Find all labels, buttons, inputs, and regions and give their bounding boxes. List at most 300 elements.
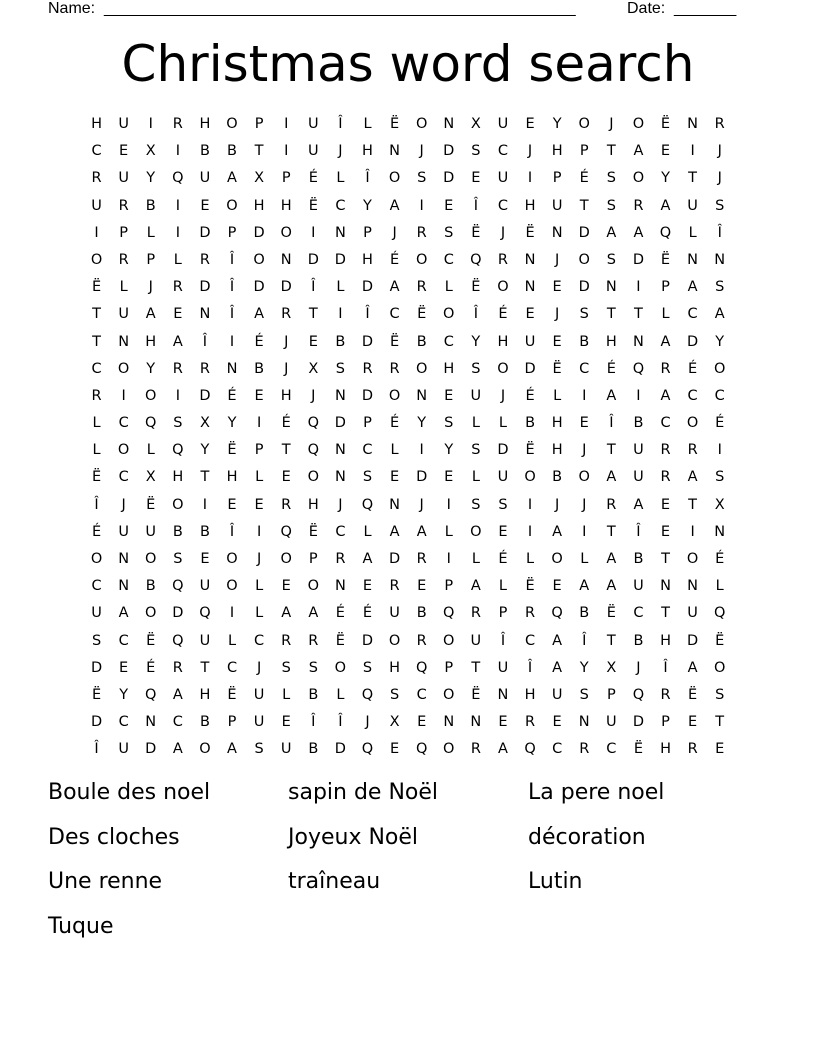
grid-letter[interactable]: O: [443, 306, 455, 323]
grid-letter[interactable]: P: [363, 415, 372, 432]
grid-letter[interactable]: R: [281, 632, 292, 649]
grid-letter[interactable]: Q: [172, 170, 184, 187]
grid-letter[interactable]: A: [660, 333, 671, 350]
grid-letter[interactable]: H: [91, 116, 102, 132]
grid-letter[interactable]: Î: [473, 306, 478, 323]
grid-letter[interactable]: O: [307, 469, 319, 486]
grid-letter[interactable]: R: [416, 551, 427, 567]
grid-letter[interactable]: H: [524, 686, 536, 703]
grid-letter[interactable]: R: [497, 251, 508, 268]
grid-letter[interactable]: E: [552, 578, 562, 595]
grid-letter[interactable]: S: [335, 360, 345, 377]
grid-letter[interactable]: I: [419, 197, 424, 214]
grid-letter[interactable]: T: [715, 714, 725, 731]
grid-letter[interactable]: I: [148, 116, 153, 132]
grid-letter[interactable]: J: [717, 170, 722, 187]
grid-letter[interactable]: P: [661, 714, 670, 731]
grid-letter[interactable]: H: [199, 686, 211, 703]
grid-letter[interactable]: J: [311, 387, 316, 404]
grid-letter[interactable]: D: [361, 632, 374, 649]
grid-letter[interactable]: Q: [361, 741, 374, 758]
grid-letter[interactable]: I: [446, 496, 451, 513]
grid-letter[interactable]: Î: [202, 333, 208, 350]
grid-letter[interactable]: U: [118, 170, 129, 187]
grid-letter[interactable]: Ë: [471, 224, 481, 241]
grid-letter[interactable]: B: [633, 415, 644, 432]
grid-letter[interactable]: L: [255, 605, 264, 622]
grid-letter[interactable]: Q: [659, 224, 672, 241]
grid-letter[interactable]: R: [660, 469, 671, 486]
grid-letter[interactable]: É: [362, 605, 373, 622]
grid-letter[interactable]: I: [229, 333, 235, 350]
grid-letter[interactable]: C: [91, 143, 102, 160]
grid-letter[interactable]: R: [91, 387, 102, 404]
grid-letter[interactable]: S: [308, 659, 318, 676]
grid-letter[interactable]: L: [661, 306, 670, 323]
grid-letter[interactable]: D: [90, 714, 103, 731]
grid-letter[interactable]: S: [715, 279, 725, 296]
grid-letter[interactable]: N: [389, 143, 400, 160]
grid-letter[interactable]: T: [606, 143, 616, 160]
grid-letter[interactable]: N: [551, 224, 563, 241]
grid-letter[interactable]: U: [253, 714, 265, 731]
grid-letter[interactable]: H: [145, 333, 157, 350]
grid-letter[interactable]: Y: [146, 170, 156, 187]
grid-letter[interactable]: T: [254, 143, 264, 160]
grid-letter[interactable]: X: [145, 143, 156, 160]
grid-letter[interactable]: O: [443, 741, 455, 758]
grid-letter[interactable]: I: [527, 170, 533, 187]
grid-letter[interactable]: O: [497, 360, 509, 377]
grid-letter[interactable]: S: [579, 686, 589, 703]
grid-letter[interactable]: T: [688, 170, 698, 187]
grid-letter[interactable]: I: [311, 224, 316, 241]
grid-letter[interactable]: Q: [172, 442, 184, 459]
grid-letter[interactable]: É: [606, 360, 616, 377]
grid-letter[interactable]: A: [606, 551, 617, 567]
grid-letter[interactable]: E: [498, 523, 508, 540]
grid-letter[interactable]: I: [582, 387, 587, 404]
grid-letter[interactable]: N: [687, 251, 699, 268]
grid-letter[interactable]: C: [579, 360, 590, 377]
grid-letter[interactable]: E: [227, 496, 237, 513]
grid-letter[interactable]: Q: [172, 632, 184, 649]
grid-letter[interactable]: Î: [365, 170, 370, 187]
grid-letter[interactable]: É: [308, 170, 318, 187]
grid-letter[interactable]: Ë: [552, 360, 562, 377]
grid-letter[interactable]: P: [579, 143, 589, 160]
grid-letter[interactable]: I: [94, 224, 99, 241]
grid-letter[interactable]: P: [227, 714, 237, 731]
grid-letter[interactable]: E: [281, 578, 291, 595]
grid-letter[interactable]: E: [389, 741, 400, 758]
grid-letter[interactable]: O: [334, 659, 347, 676]
grid-letter[interactable]: U: [199, 632, 211, 649]
grid-letter[interactable]: R: [525, 605, 536, 622]
grid-letter[interactable]: H: [307, 496, 319, 513]
grid-letter[interactable]: H: [524, 197, 536, 214]
grid-letter[interactable]: B: [416, 333, 427, 350]
grid-letter[interactable]: I: [256, 523, 262, 540]
grid-letter[interactable]: O: [388, 387, 401, 404]
grid-letter[interactable]: É: [227, 387, 237, 404]
grid-letter[interactable]: C: [91, 360, 102, 377]
grid-letter[interactable]: O: [90, 551, 103, 567]
grid-letter[interactable]: I: [690, 143, 695, 160]
grid-letter[interactable]: B: [199, 714, 210, 731]
grid-letter[interactable]: E: [281, 714, 291, 731]
grid-letter[interactable]: D: [334, 741, 346, 758]
grid-letter[interactable]: Î: [338, 714, 343, 731]
grid-letter[interactable]: Q: [145, 415, 157, 432]
grid-letter[interactable]: S: [471, 360, 481, 377]
grid-letter[interactable]: C: [91, 578, 102, 595]
grid-letter[interactable]: É: [715, 551, 725, 567]
grid-letter[interactable]: D: [253, 224, 265, 241]
grid-letter[interactable]: N: [687, 578, 699, 595]
grid-letter[interactable]: E: [688, 714, 698, 731]
grid-letter[interactable]: O: [226, 197, 238, 214]
grid-letter[interactable]: A: [172, 333, 183, 350]
grid-letter[interactable]: L: [526, 551, 535, 567]
grid-letter[interactable]: O: [443, 632, 455, 649]
grid-letter[interactable]: L: [336, 279, 345, 296]
grid-letter[interactable]: D: [334, 415, 346, 432]
grid-letter[interactable]: B: [199, 143, 210, 160]
grid-letter[interactable]: C: [552, 741, 563, 758]
grid-letter[interactable]: C: [226, 659, 238, 676]
grid-letter[interactable]: Y: [417, 415, 427, 432]
grid-letter[interactable]: U: [687, 197, 698, 214]
grid-letter[interactable]: C: [362, 442, 373, 459]
grid-letter[interactable]: B: [308, 686, 319, 703]
grid-letter[interactable]: P: [146, 251, 156, 268]
grid-letter[interactable]: N: [389, 496, 400, 513]
grid-letter[interactable]: U: [199, 170, 211, 187]
grid-letter[interactable]: O: [388, 632, 401, 649]
grid-letter[interactable]: N: [334, 578, 346, 595]
grid-letter[interactable]: C: [443, 333, 454, 350]
grid-letter[interactable]: L: [255, 469, 264, 486]
grid-letter[interactable]: D: [145, 741, 157, 758]
grid-letter[interactable]: H: [551, 442, 563, 459]
grid-letter[interactable]: U: [118, 523, 129, 540]
grid-letter[interactable]: O: [524, 469, 536, 486]
grid-letter[interactable]: I: [338, 306, 343, 323]
grid-letter[interactable]: T: [606, 523, 616, 540]
grid-letter[interactable]: D: [199, 279, 211, 296]
grid-letter[interactable]: Ë: [91, 469, 102, 486]
grid-letter[interactable]: Î: [229, 306, 235, 323]
grid-letter[interactable]: R: [687, 442, 698, 459]
grid-letter[interactable]: Q: [443, 605, 455, 622]
grid-letter[interactable]: B: [227, 143, 237, 160]
grid-letter[interactable]: O: [117, 442, 130, 459]
grid-letter[interactable]: P: [254, 442, 264, 459]
grid-letter[interactable]: B: [335, 333, 346, 350]
grid-letter[interactable]: C: [118, 469, 129, 486]
grid-letter[interactable]: S: [715, 197, 725, 214]
grid-letter[interactable]: Ë: [471, 279, 481, 296]
grid-letter[interactable]: Q: [470, 251, 482, 268]
grid-letter[interactable]: U: [389, 605, 400, 622]
grid-letter[interactable]: I: [446, 551, 451, 567]
grid-letter[interactable]: Ë: [606, 605, 616, 622]
grid-letter[interactable]: É: [715, 415, 725, 432]
grid-letter[interactable]: A: [687, 279, 698, 296]
grid-letter[interactable]: H: [551, 415, 563, 432]
grid-letter[interactable]: S: [254, 741, 264, 758]
grid-letter[interactable]: L: [444, 523, 453, 540]
grid-letter[interactable]: E: [552, 279, 562, 296]
grid-letter[interactable]: N: [632, 333, 644, 350]
grid-letter[interactable]: R: [308, 632, 319, 649]
grid-letter[interactable]: D: [578, 224, 590, 241]
grid-letter[interactable]: O: [172, 496, 184, 513]
grid-letter[interactable]: H: [280, 197, 292, 214]
grid-letter[interactable]: L: [498, 578, 507, 595]
grid-letter[interactable]: N: [660, 578, 671, 595]
grid-letter[interactable]: N: [199, 306, 211, 323]
grid-letter[interactable]: E: [444, 469, 454, 486]
grid-letter[interactable]: I: [175, 224, 180, 241]
grid-letter[interactable]: Q: [199, 605, 211, 622]
grid-letter[interactable]: P: [254, 116, 264, 132]
grid-letter[interactable]: O: [578, 116, 590, 132]
grid-letter[interactable]: Î: [338, 116, 343, 132]
grid-letter[interactable]: A: [687, 659, 698, 676]
grid-letter[interactable]: A: [552, 523, 563, 540]
grid-letter[interactable]: E: [525, 116, 535, 132]
grid-letter[interactable]: U: [551, 197, 563, 214]
grid-letter[interactable]: E: [715, 741, 725, 758]
grid-letter[interactable]: C: [335, 197, 346, 214]
grid-letter[interactable]: A: [606, 224, 617, 241]
grid-letter[interactable]: O: [226, 116, 238, 132]
grid-letter[interactable]: I: [175, 143, 180, 160]
grid-letter[interactable]: L: [92, 442, 101, 459]
grid-letter[interactable]: U: [687, 605, 698, 622]
grid-letter[interactable]: U: [145, 523, 157, 540]
grid-letter[interactable]: A: [552, 659, 563, 676]
grid-letter[interactable]: E: [389, 469, 400, 486]
grid-letter[interactable]: Î: [473, 197, 478, 214]
grid-letter[interactable]: R: [687, 741, 698, 758]
grid-letter[interactable]: Y: [200, 442, 210, 459]
grid-letter[interactable]: L: [498, 415, 507, 432]
grid-letter[interactable]: E: [525, 306, 535, 323]
grid-letter[interactable]: H: [443, 360, 455, 377]
grid-letter[interactable]: J: [392, 224, 397, 241]
grid-letter[interactable]: T: [606, 442, 616, 459]
grid-letter[interactable]: O: [145, 387, 157, 404]
grid-letter[interactable]: P: [606, 686, 616, 703]
grid-letter[interactable]: O: [578, 469, 590, 486]
grid-letter[interactable]: R: [389, 360, 400, 377]
grid-letter[interactable]: D: [524, 360, 536, 377]
grid-letter[interactable]: P: [363, 224, 372, 241]
grid-letter[interactable]: A: [687, 469, 698, 486]
grid-letter[interactable]: Î: [663, 659, 668, 676]
grid-letter[interactable]: S: [579, 306, 589, 323]
grid-letter[interactable]: E: [417, 714, 427, 731]
grid-letter[interactable]: J: [527, 143, 533, 160]
grid-letter[interactable]: P: [661, 279, 670, 296]
grid-letter[interactable]: C: [118, 714, 129, 731]
grid-letter[interactable]: Q: [172, 578, 184, 595]
grid-letter[interactable]: Ë: [335, 632, 345, 649]
grid-letter[interactable]: A: [633, 496, 644, 513]
grid-letter[interactable]: A: [362, 551, 373, 567]
grid-letter[interactable]: S: [362, 469, 373, 486]
grid-letter[interactable]: S: [606, 251, 616, 268]
grid-letter[interactable]: T: [606, 306, 616, 323]
grid-letter[interactable]: Î: [94, 496, 99, 513]
grid-letter[interactable]: L: [580, 551, 589, 567]
grid-letter[interactable]: H: [362, 143, 373, 160]
grid-letter[interactable]: U: [118, 306, 129, 323]
grid-letter[interactable]: D: [334, 251, 346, 268]
grid-letter[interactable]: Y: [661, 170, 670, 187]
grid-letter[interactable]: Y: [444, 442, 454, 459]
grid-letter[interactable]: Q: [632, 360, 645, 377]
grid-letter[interactable]: N: [524, 251, 536, 268]
grid-letter[interactable]: D: [632, 251, 644, 268]
grid-letter[interactable]: Î: [229, 279, 235, 296]
grid-letter[interactable]: E: [552, 714, 562, 731]
grid-letter[interactable]: Ë: [660, 251, 671, 268]
grid-letter[interactable]: C: [497, 197, 509, 214]
grid-letter[interactable]: A: [606, 469, 617, 486]
grid-letter[interactable]: T: [661, 605, 670, 622]
grid-letter[interactable]: Q: [713, 605, 726, 622]
grid-letter[interactable]: J: [582, 496, 587, 513]
grid-letter[interactable]: A: [389, 197, 400, 214]
grid-letter[interactable]: N: [687, 116, 699, 132]
grid-letter[interactable]: Y: [227, 415, 237, 432]
grid-letter[interactable]: N: [145, 714, 157, 731]
grid-letter[interactable]: O: [280, 224, 292, 241]
grid-letter[interactable]: R: [199, 251, 210, 268]
grid-letter[interactable]: T: [688, 496, 698, 513]
grid-letter[interactable]: O: [497, 279, 509, 296]
grid-letter[interactable]: C: [524, 632, 536, 649]
grid-letter[interactable]: E: [444, 197, 454, 214]
grid-letter[interactable]: R: [199, 360, 210, 377]
grid-letter[interactable]: A: [389, 279, 400, 296]
grid-letter[interactable]: P: [281, 170, 291, 187]
grid-letter[interactable]: H: [226, 469, 238, 486]
grid-letter[interactable]: I: [582, 523, 587, 540]
grid-letter[interactable]: L: [146, 442, 155, 459]
grid-letter[interactable]: Y: [146, 360, 156, 377]
grid-letter[interactable]: O: [90, 251, 103, 268]
grid-letter[interactable]: R: [416, 224, 427, 241]
grid-letter[interactable]: S: [362, 659, 373, 676]
grid-letter[interactable]: O: [415, 251, 428, 268]
grid-letter[interactable]: D: [199, 387, 211, 404]
grid-letter[interactable]: J: [256, 659, 262, 676]
grid-letter[interactable]: I: [527, 496, 533, 513]
grid-letter[interactable]: C: [687, 387, 698, 404]
grid-letter[interactable]: J: [609, 116, 614, 132]
grid-letter[interactable]: O: [443, 686, 455, 703]
grid-letter[interactable]: T: [92, 333, 101, 350]
grid-letter[interactable]: C: [254, 632, 265, 649]
grid-letter[interactable]: H: [389, 659, 401, 676]
grid-letter[interactable]: B: [254, 360, 265, 377]
grid-letter[interactable]: U: [633, 469, 644, 486]
grid-letter[interactable]: I: [717, 442, 722, 459]
grid-letter[interactable]: N: [524, 279, 536, 296]
grid-letter[interactable]: S: [444, 415, 454, 432]
grid-letter[interactable]: R: [281, 306, 292, 323]
grid-letter[interactable]: Q: [361, 686, 374, 703]
grid-letter[interactable]: J: [555, 306, 560, 323]
grid-letter[interactable]: J: [636, 659, 641, 676]
grid-letter[interactable]: I: [256, 415, 262, 432]
grid-letter[interactable]: P: [227, 224, 237, 241]
grid-letter[interactable]: X: [470, 116, 481, 132]
grid-letter[interactable]: N: [443, 714, 455, 731]
grid-letter[interactable]: J: [338, 496, 343, 513]
grid-letter[interactable]: L: [471, 415, 480, 432]
grid-letter[interactable]: É: [498, 306, 508, 323]
grid-letter[interactable]: L: [336, 170, 345, 187]
grid-letter[interactable]: H: [660, 741, 671, 758]
grid-letter[interactable]: B: [145, 197, 156, 214]
grid-letter[interactable]: D: [632, 714, 644, 731]
grid-letter[interactable]: A: [660, 387, 671, 404]
grid-letter[interactable]: R: [172, 659, 183, 676]
grid-letter[interactable]: Î: [609, 415, 614, 432]
grid-letter[interactable]: S: [471, 442, 481, 459]
grid-letter[interactable]: J: [500, 224, 506, 241]
grid-letter[interactable]: Ë: [715, 632, 725, 649]
grid-letter[interactable]: O: [307, 578, 319, 595]
grid-letter[interactable]: R: [281, 496, 292, 513]
grid-letter[interactable]: O: [415, 360, 428, 377]
grid-letter[interactable]: E: [498, 714, 508, 731]
grid-letter[interactable]: Ë: [417, 306, 427, 323]
grid-letter[interactable]: É: [389, 251, 400, 268]
grid-letter[interactable]: D: [687, 333, 699, 350]
grid-letter[interactable]: Î: [717, 224, 722, 241]
grid-letter[interactable]: E: [200, 197, 210, 214]
grid-letter[interactable]: T: [633, 306, 643, 323]
grid-letter[interactable]: A: [660, 197, 671, 214]
grid-letter[interactable]: N: [497, 686, 509, 703]
grid-letter[interactable]: E: [200, 551, 210, 567]
grid-letter[interactable]: O: [415, 116, 428, 132]
grid-letter[interactable]: S: [471, 496, 481, 513]
grid-letter[interactable]: Ë: [308, 197, 318, 214]
grid-letter[interactable]: D: [361, 333, 374, 350]
grid-letter[interactable]: É: [389, 415, 400, 432]
grid-letter[interactable]: D: [443, 170, 455, 187]
grid-letter[interactable]: Ë: [525, 442, 535, 459]
grid-letter[interactable]: É: [335, 605, 345, 622]
grid-letter[interactable]: Q: [524, 741, 536, 758]
grid-letter[interactable]: R: [172, 116, 183, 132]
grid-letter[interactable]: A: [118, 605, 129, 622]
grid-letter[interactable]: U: [551, 686, 563, 703]
grid-letter[interactable]: U: [497, 469, 509, 486]
grid-letter[interactable]: O: [145, 605, 157, 622]
grid-letter[interactable]: N: [118, 578, 130, 595]
grid-letter[interactable]: I: [419, 442, 424, 459]
grid-letter[interactable]: É: [254, 333, 264, 350]
